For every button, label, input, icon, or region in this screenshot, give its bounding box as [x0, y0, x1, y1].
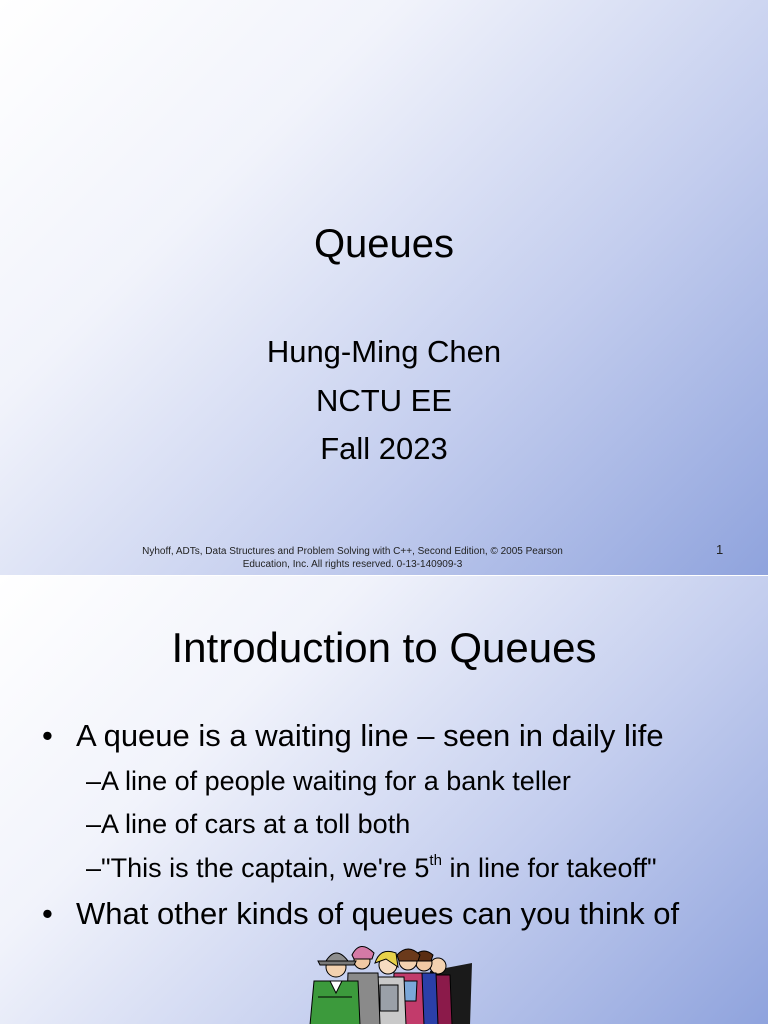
content-slide [0, 576, 768, 1024]
ordinal-superscript: th [429, 852, 442, 869]
bullet-text: A queue is a waiting line – seen in daily life [76, 718, 664, 753]
sub-bullet-text-pre: "This is the captain, we're 5 [101, 853, 430, 883]
footer-line-2: Education, Inc. All rights reserved. 0-13-140909-3 [242, 559, 463, 570]
sub-bullet-item [86, 808, 410, 840]
page-number: 1 [716, 542, 724, 557]
bullet-marker: • [42, 718, 53, 753]
affiliation: NCTU EE [315, 383, 453, 418]
sub-bullet-item [86, 765, 571, 797]
people-in-line-illustration [300, 941, 480, 1024]
term: Fall 2023 [320, 431, 448, 466]
sub-bullet-text: A line of people waiting for a bank teller [101, 766, 571, 796]
slide-title: Queues [313, 222, 455, 266]
slide-title: Introduction to Queues [171, 624, 597, 671]
sub-bullet-marker: – [86, 809, 102, 839]
footer-line-1: Nyhoff, ADTs, Data Structures and Problem Solving with C++, Second Edition, © 2005 Pearson [142, 546, 563, 557]
bullet-item [42, 896, 679, 932]
bullet-marker: • [42, 896, 53, 931]
sub-bullet-item [86, 852, 657, 884]
author-name: Hung-Ming Chen [266, 334, 502, 369]
sub-bullet-text: A line of cars at a toll both [101, 809, 411, 839]
sub-bullet-text-post: in line for takeoff" [441, 853, 657, 883]
bullet-text: What other kinds of queues can you think of [76, 896, 680, 931]
sub-bullet-marker: – [86, 853, 102, 883]
copyright-footer [115, 545, 590, 571]
sub-bullet-marker: – [86, 766, 102, 796]
bullet-item [42, 718, 664, 754]
